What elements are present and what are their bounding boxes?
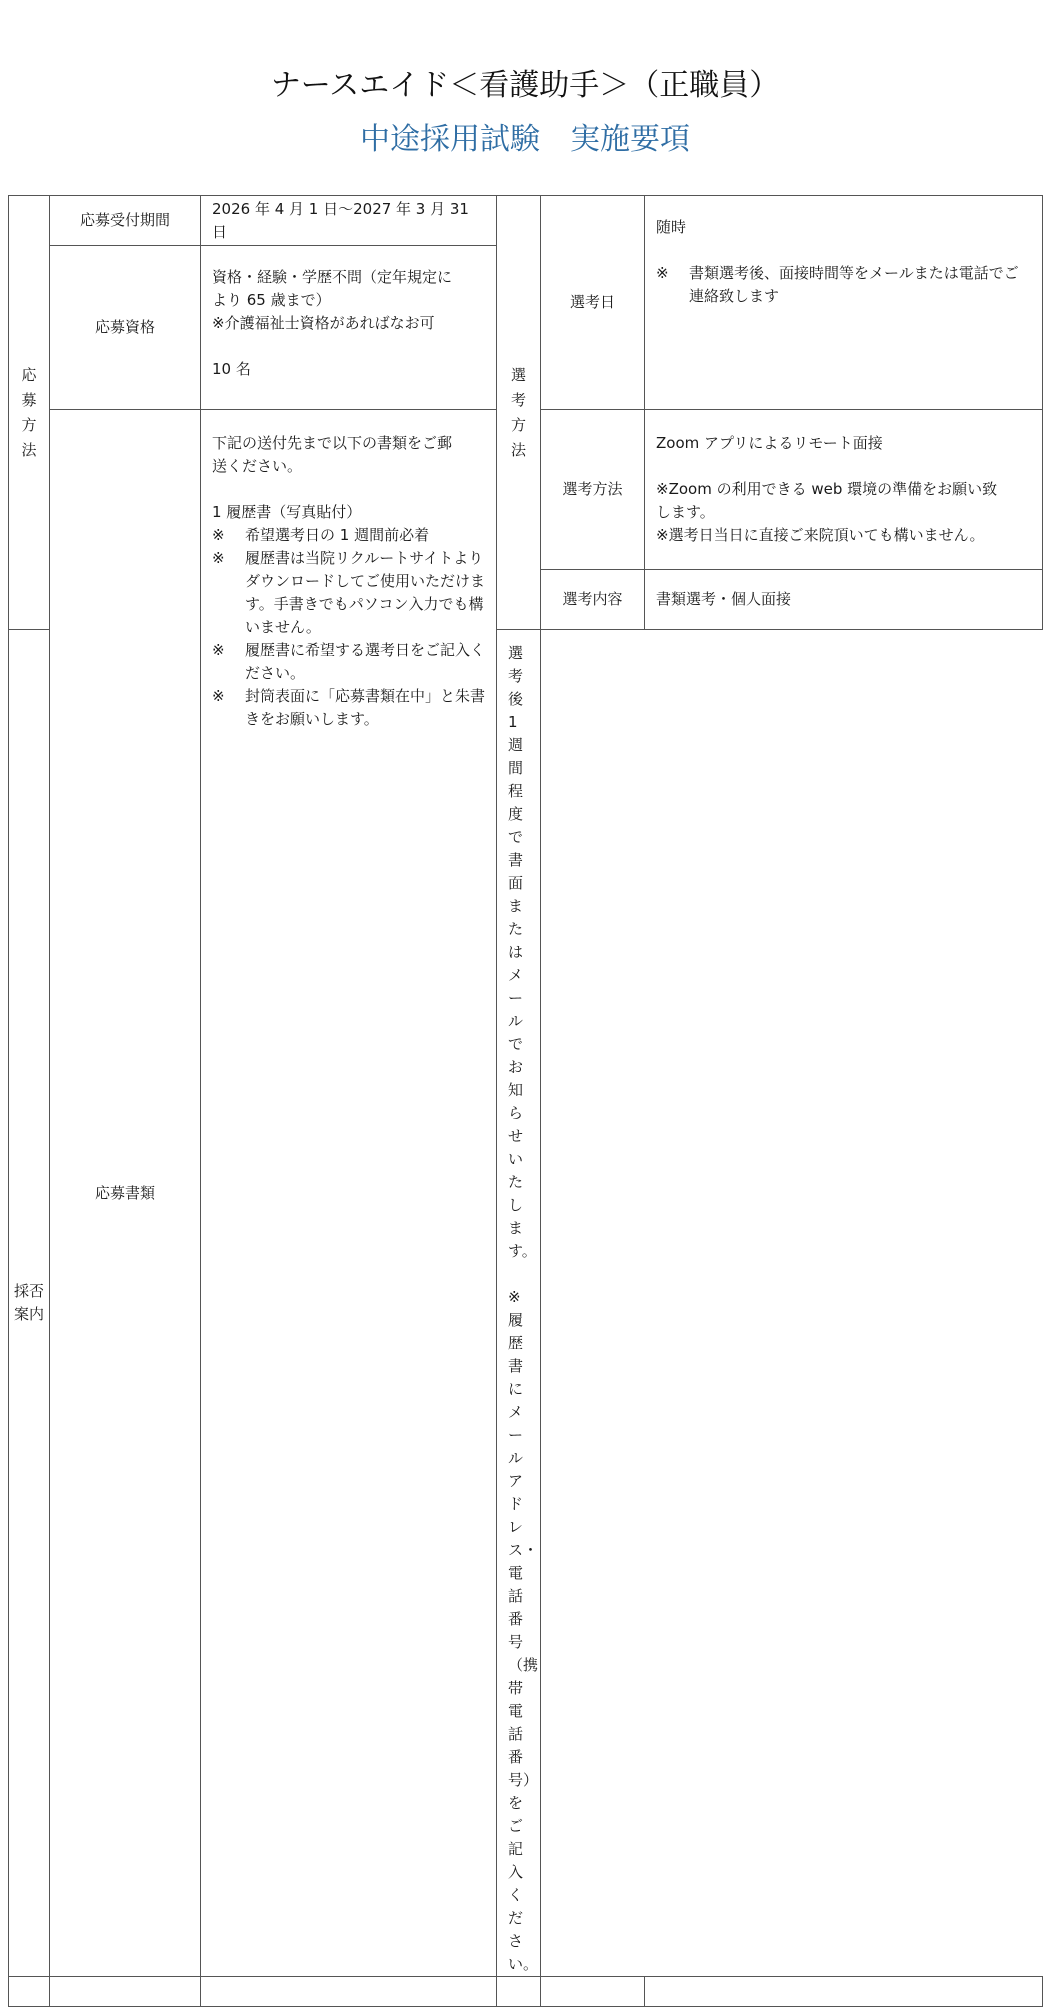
selection-date-label: 選考日 — [541, 196, 645, 410]
page-subtitle: 中途採用試験 実施要項 — [360, 122, 690, 157]
application-period-value: 2026 年 4 月 1 日～2027 年 3 月 31 日 — [201, 196, 497, 246]
page-title: ナースエイド＜看護助手＞（正職員） — [270, 68, 780, 103]
qualification-value: 資格・経験・学歴不問（定年規定に より 65 歳まで） ※介護福祉士資格があればなお可 10 名 — [201, 246, 497, 410]
selection-method-label: 選考方法 — [541, 410, 645, 570]
result-notice-label: 採否案内 — [9, 630, 50, 1977]
guideline-table — [8, 195, 1043, 2007]
application-method-header: 応 募 方 法 — [9, 196, 50, 630]
selection-method-value: Zoom アプリによるリモート面接 ※Zoom の利用できる web 環境の準備をお願い致 します。 ※選考日当日に直接ご来院頂いても構いません。 — [645, 410, 1043, 570]
result-notice-value: 選考後 1 週間程度で書面またはメールでお知らせ いたします。 ※履歴書にメールアドレス・電話番号（携帯電話 番号）をご記入ください。 — [497, 630, 541, 1977]
selection-method-header: 選 考 方 法 — [497, 196, 541, 630]
selection-content-value: 書類選考・個人面接 — [645, 570, 1043, 630]
selection-date-value: 随時 ※ 書類選考後、面接時間等をメールまたは電話でご連絡致します — [645, 196, 1043, 410]
qualification-label: 応募資格 — [50, 246, 201, 410]
application-period-label: 応募受付期間 — [50, 196, 201, 246]
documents-value: 下記の送付先まで以下の書類をご郵 送ください。 1 履歴書（写真貼付） ※ 希望選考日の 1 週間前必着 ※ 履歴書は当院リクルートサイトよりダウンロードしてご使用いただけます。手書きでもパソコン入力でも構いません。 ※ 履歴書に希望する選考日をご記入ください。 ※ 封筒表面に「応募書類在中」と朱書きをお願いします。 — [201, 410, 497, 1977]
documents-label: 応募書類 — [50, 410, 201, 1977]
selection-content-label: 選考内容 — [541, 570, 645, 630]
